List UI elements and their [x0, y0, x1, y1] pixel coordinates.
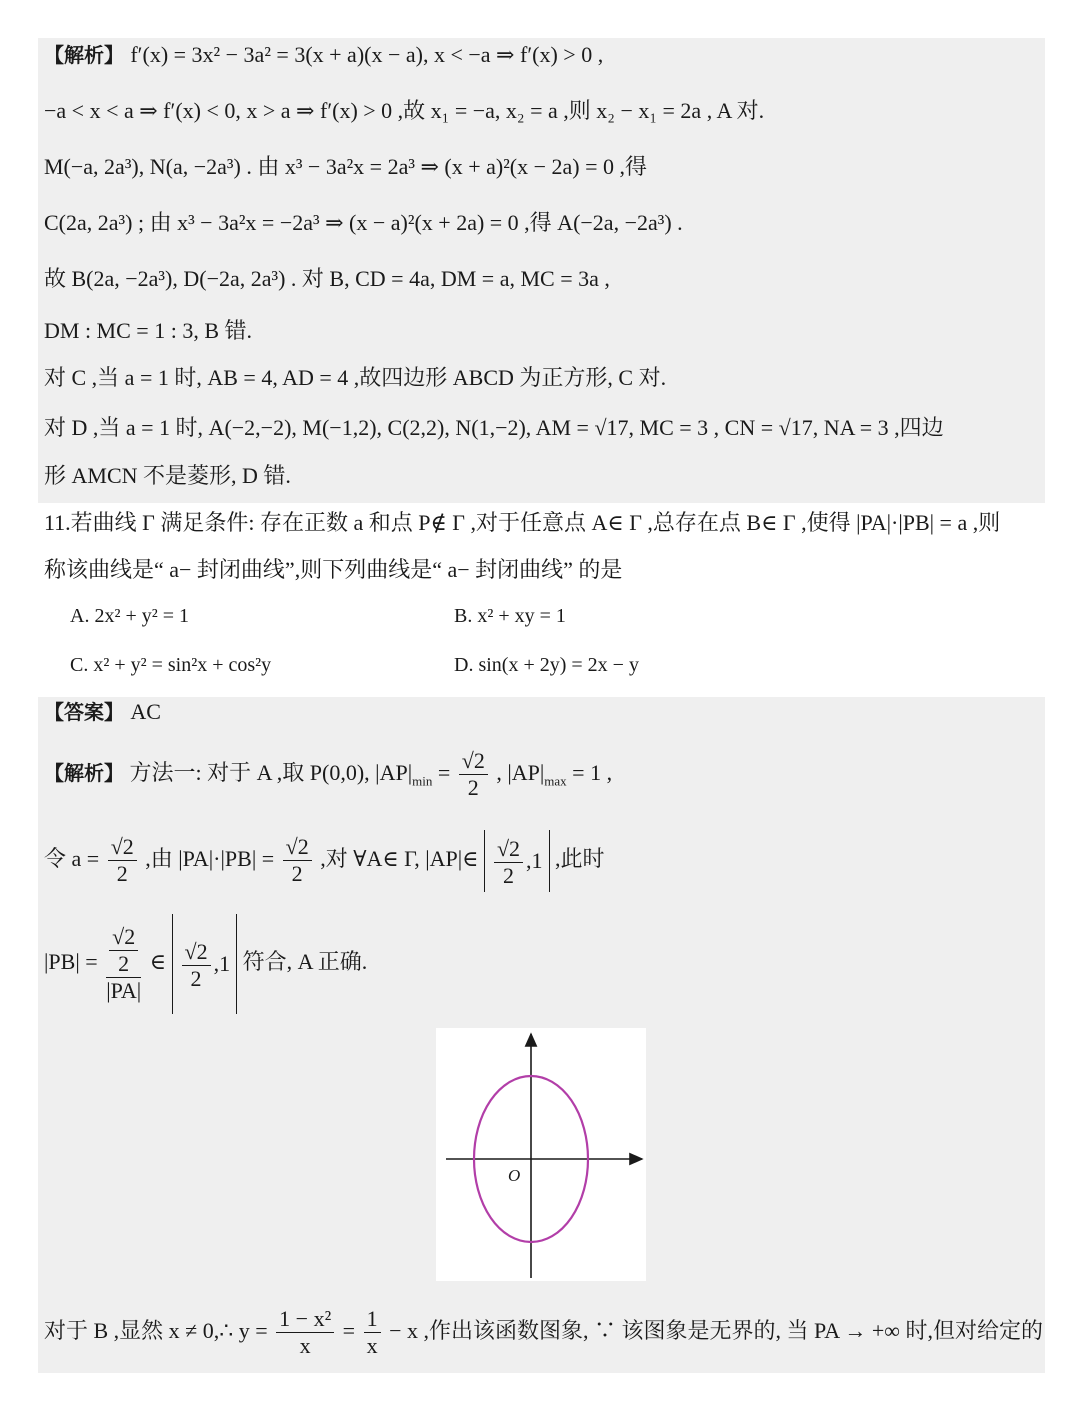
forall-text: ,对 ∀A∈ Γ, |AP|∈: [320, 846, 479, 871]
solution-line-3: M(−a, 2a³), N(a, −2a³) . 由 x³ − 3a²x = 2a³ ⇒ (x + a)²(x − 2a) = 0 ,得: [44, 154, 648, 179]
fraction-numerator: √2: [283, 834, 312, 861]
answer-tag: 【答案】: [44, 700, 124, 724]
for-b-text: 对于 B ,显然 x ≠ 0,∴ y =: [44, 1318, 268, 1343]
interval-fraction: [494, 836, 523, 889]
solution-line-2: −a < x < a ⇒ f′(x) < 0, x > a ⇒ f′(x) > 0 ,故 x₁ = −a, x₂ = a ,则 x₂ − x₁ = 2a , A 对.: [44, 98, 765, 123]
option-d-label: D.: [454, 654, 474, 676]
analysis-line-1: [44, 743, 612, 811]
fraction-sqrt2-over-2: [459, 748, 488, 801]
fraction-numerator: √2: [108, 834, 137, 861]
fraction-y: [276, 1306, 334, 1359]
option-b: [454, 601, 566, 631]
solution-line-8: 对 D ,当 a = 1 时, A(−2,−2), M(−1,2), C(2,2), N(1,−2), AM = √17, MC = 3 , CN = √17, NA = 3 ,四边: [44, 415, 944, 440]
fraction-pb: [106, 924, 141, 1004]
analysis-tag-2: 【解析】: [44, 761, 124, 785]
solution-line-6: DM : MC = 1 : 3, B 错.: [44, 318, 252, 343]
solution-line-1: [44, 40, 603, 70]
let-a-text: 令 a =: [44, 846, 100, 871]
interval-fraction-2: [182, 939, 211, 992]
conclusion-a-text: 符合, A 正确.: [242, 949, 368, 974]
fraction-denominator: 2: [118, 950, 130, 976]
unbounded-text: − x ,作出该函数图象, ∵ 该图象是无界的, 当 PA → +∞ 时,但对给定的: [389, 1318, 1043, 1343]
ap-max-text: , |AP|: [496, 760, 545, 785]
analysis-line-4: [44, 1296, 1043, 1366]
fraction-numerator: 1 − x²: [276, 1306, 334, 1333]
option-a-label: A.: [70, 605, 90, 627]
interval-bracket: [484, 830, 550, 892]
fraction-denominator: 2: [190, 966, 202, 992]
analysis-line-3: [44, 912, 367, 1014]
element-of-sign: ∈: [149, 949, 166, 974]
interval-end: ,1: [526, 847, 543, 873]
at-this-time-text: ,此时: [555, 846, 605, 871]
equals-sign-2: =: [342, 1318, 356, 1343]
answer-value: AC: [130, 699, 161, 724]
option-c-text: x² + y² = sin²x + cos²y: [93, 654, 272, 676]
fraction-pb-numerator: [106, 924, 141, 978]
inner-fraction: [109, 924, 138, 977]
solution-line-7: 对 C ,当 a = 1 时, AB = 4, AD = 4 ,故四边形 ABCD 为正方形, C 对.: [44, 365, 667, 390]
fraction-denominator: 2: [467, 775, 479, 801]
fraction-numerator: √2: [494, 836, 523, 863]
fraction-one-over-x: [364, 1306, 381, 1359]
solution-line-9: 形 AMCN 不是菱形, D 错.: [44, 463, 291, 488]
fraction-pb-denominator: |PA|: [106, 977, 142, 1003]
max-subscript: max: [544, 773, 567, 789]
fraction-numerator: 1: [364, 1306, 381, 1333]
fraction-denominator: 2: [503, 863, 514, 889]
answer-line: [44, 697, 161, 727]
question-line-1: 11.若曲线 Γ 满足条件: 存在正数 a 和点 P∉ Γ ,对于任意点 A∈ Γ ,总存在点 B∈ Γ ,使得 |PA|·|PB| = a ,则: [44, 510, 1001, 535]
fraction-numerator: √2: [459, 748, 488, 775]
option-a: [70, 601, 189, 631]
interval-end-2: ,1: [213, 950, 231, 976]
fraction-denominator: x: [366, 1333, 378, 1359]
fraction-numerator: √2: [109, 924, 138, 951]
interval-bracket-2: [172, 914, 238, 1014]
solution-line-5: 故 B(2a, −2a³), D(−2a, 2a³) . 对 B, CD = 4a, DM = a, MC = 3a ,: [44, 266, 610, 291]
fraction-denominator: x: [299, 1333, 311, 1359]
analysis-tag: 【解析】: [44, 43, 124, 67]
product-text: ,由 |PA|·|PB| =: [145, 846, 275, 871]
pb-text: |PB| =: [44, 949, 98, 974]
fraction-numerator: √2: [182, 939, 211, 966]
fraction-a-value: [108, 834, 137, 887]
option-b-text: x² + xy = 1: [477, 605, 566, 627]
option-c: [70, 650, 271, 680]
option-d-text: sin(x + 2y) = 2x − y: [478, 654, 639, 676]
solution-line-4: C(2a, 2a³) ; 由 x³ − 3a²x = −2a³ ⇒ (x − a)²(x + 2a) = 0 ,得 A(−2a, −2a³) .: [44, 210, 683, 235]
ap-max-value: = 1 ,: [572, 760, 613, 785]
derivative-formula: f′(x) = 3x² − 3a² = 3(x + a)(x − a), x < −a ⇒ f′(x) > 0 ,: [130, 42, 604, 67]
option-c-label: C.: [70, 654, 89, 676]
ellipse-figure: [436, 1028, 646, 1281]
analysis-line-2: [44, 828, 605, 892]
analysis-method-text: 方法一: 对于 A ,取 P(0,0), |AP|: [129, 760, 413, 785]
option-d: [454, 650, 639, 680]
origin-label: O: [508, 1166, 521, 1185]
min-subscript: min: [412, 773, 433, 789]
ellipse-graph: [436, 1028, 646, 1281]
option-b-label: B.: [454, 605, 473, 627]
equals-sign: =: [437, 760, 451, 785]
fraction-product-value: [283, 834, 312, 887]
question-line-2: 称该曲线是“ a− 封闭曲线”,则下列曲线是“ a− 封闭曲线” 的是: [44, 557, 623, 582]
fraction-denominator: 2: [291, 861, 303, 887]
option-a-text: 2x² + y² = 1: [94, 605, 190, 627]
fraction-denominator: 2: [116, 861, 128, 887]
